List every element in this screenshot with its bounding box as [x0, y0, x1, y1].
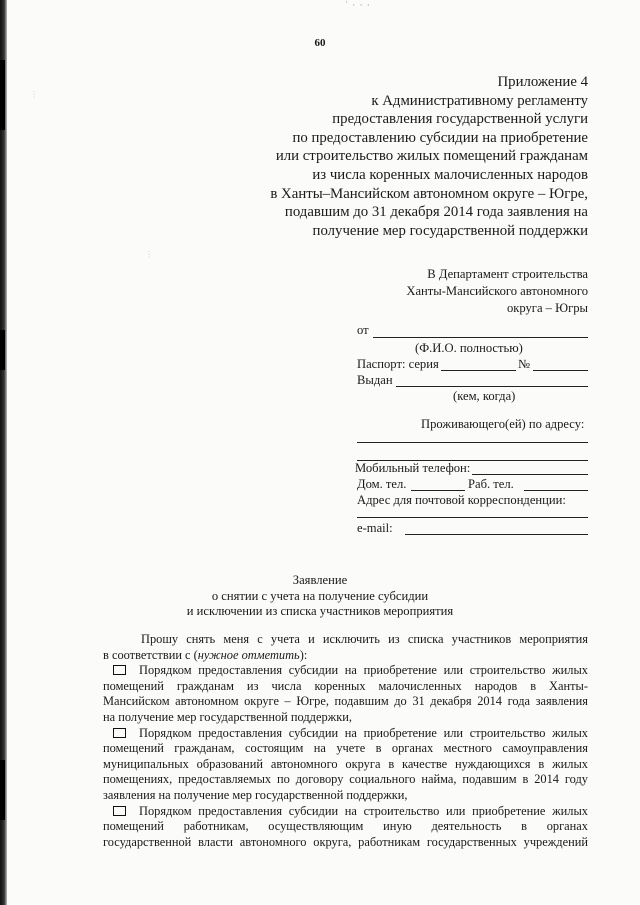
option-1-checkbox[interactable]: [113, 665, 126, 675]
appendix-line: по предоставлению субсидии на приобретение: [292, 129, 588, 146]
passport-series-field[interactable]: [441, 370, 516, 371]
work-phone-label: Раб. тел.: [468, 477, 514, 491]
bleed-through: ⋮: [30, 90, 38, 99]
appendix-header: [270, 73, 588, 240]
page-number: 60: [314, 37, 326, 49]
address-field[interactable]: [357, 442, 588, 443]
appendix-line: в Ханты–Мансийском автономном округе – Югре,: [270, 185, 588, 202]
option-2-line: помещений гражданам, состоящим на учете в органах местного самоуправления: [103, 741, 588, 756]
issued-hint: (кем, когда): [453, 389, 516, 403]
option-3-checkbox[interactable]: [113, 806, 126, 816]
passport-number-field[interactable]: [533, 370, 588, 371]
appendix-line: подавшим до 31 декабря 2014 года заявления на: [284, 204, 588, 221]
intro-line: в соответствии с (нужное отметить):: [103, 647, 308, 662]
scan-mark: [0, 60, 5, 130]
addressee-line: округа – Югры: [506, 301, 588, 315]
addressee-line: В Департамент строительства: [427, 267, 588, 281]
statement-body: [103, 632, 588, 850]
option-2-line: заявления на получение мер государственной поддержки,: [103, 787, 408, 802]
from-name-field[interactable]: [373, 337, 588, 338]
option-1-line: на получение мер государственной поддержки,: [103, 709, 352, 724]
postal-address-field[interactable]: [357, 517, 588, 518]
option-1-line: помещений гражданам из числа коренных малочисленных народов в Ханты-: [103, 678, 588, 693]
intro-italic: нужное отметить: [197, 647, 300, 662]
postal-address-label: Адрес для почтовой корреспонденции:: [357, 493, 566, 507]
issued-label: Выдан: [357, 373, 393, 387]
passport-number-sign: №: [518, 357, 531, 371]
option-1-line: Порядком предоставления субсидии на приобретение или строительство жилых: [103, 663, 588, 679]
passport-label: Паспорт: серия: [357, 357, 439, 371]
residence-label: Проживающего(ей) по адресу:: [421, 417, 585, 431]
work-phone-field[interactable]: [524, 490, 588, 491]
mobile-label: Мобильный телефон:: [355, 461, 471, 475]
option-3-line: государственной власти автономного округа, работникам государственных учреждений: [103, 834, 588, 849]
appendix-line: предоставления государственной услуги: [332, 111, 588, 128]
issued-field[interactable]: [396, 386, 588, 387]
option-2-checkbox[interactable]: [113, 728, 126, 738]
option-3-line: помещений работникам, осуществляющим иную деятельность в органах: [103, 819, 588, 834]
option-2-line: Порядком предоставления субсидии на приобретение или строительство жилых: [103, 726, 588, 742]
option-2-line: муниципальных образований автономного округа в качестве нуждающихся в жилых: [103, 756, 588, 771]
appendix-line: получение мер государственной поддержки: [312, 222, 588, 239]
option-1-line: Мансийском автономном округе – Югре, подавшим до 31 декабря 2014 года заявления: [103, 694, 588, 709]
addressee: [406, 266, 588, 317]
bleed-through: ⋮: [145, 250, 153, 259]
appendix-line: или строительство жилых помещений гражданам: [275, 148, 588, 165]
statement-title-line: Заявление: [292, 573, 348, 587]
email-field[interactable]: [405, 534, 588, 535]
addressee-line: Ханты-Мансийского автономного: [406, 284, 588, 298]
appendix-line: из числа коренных малочисленных народов: [312, 166, 588, 183]
fio-hint: (Ф.И.О. полностью): [415, 341, 523, 355]
option-3-line: Порядком предоставления субсидии на строительство или приобретение жилых: [103, 804, 588, 820]
mobile-field[interactable]: [472, 474, 588, 475]
from-label: от: [357, 323, 369, 337]
scan-noise: ˙ · · ·: [345, 0, 371, 10]
appendix-line: Приложение 4: [497, 74, 588, 90]
intro-line: Прошу снять меня с учета и исключить из списка участников мероприятия: [141, 632, 588, 646]
home-phone-label: Дом. тел.: [357, 477, 407, 491]
scan-mark: [0, 330, 5, 370]
email-label: e-mail:: [357, 521, 393, 535]
scan-mark: [0, 760, 5, 820]
statement-title-line: и исключении из списка участников мероприятия: [186, 604, 454, 618]
option-2-line: помещениях, предоставляемых по договору социального найма, подавшим в 2014 году: [103, 772, 588, 787]
statement-title: [0, 573, 640, 620]
statement-title-line: о снятии с учета на получение субсидии: [211, 588, 429, 603]
home-phone-field[interactable]: [411, 490, 465, 491]
appendix-line: к Административному регламенту: [371, 92, 588, 109]
